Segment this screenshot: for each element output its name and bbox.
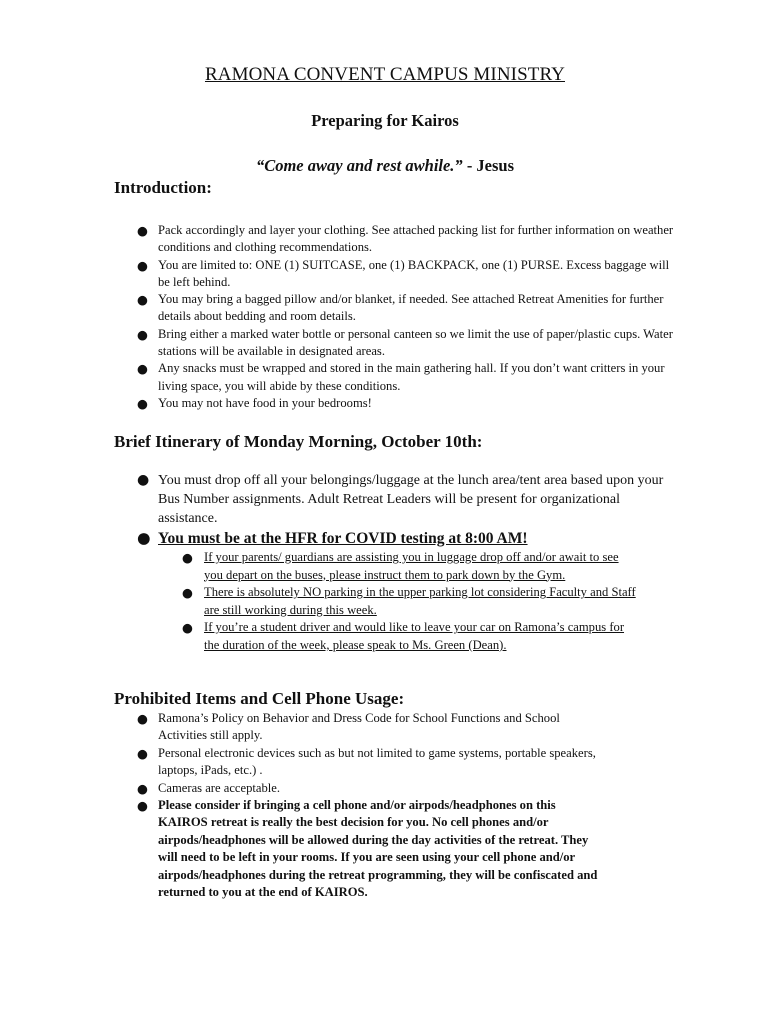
prohibited-heading: Prohibited Items and Cell Phone Usage: — [114, 689, 405, 708]
introduction-heading: Introduction: — [114, 178, 212, 197]
prohibited-list — [114, 710, 604, 901]
quote-attribution: - Jesus — [462, 156, 515, 175]
sub-list-item: ● If your parents/ guardians are assisting you in luggage drop off and/or await to see you depart on the buses, please instruct them to park down by the Gym. — [158, 549, 638, 584]
itinerary-heading: Brief Itinerary of Monday Morning, October 10th: — [114, 432, 483, 451]
list-item: ● Any snacks must be wrapped and stored in the main gathering hall. If you don’t want critters in your living space, you will abide by these conditions. — [114, 360, 674, 395]
list-item: ● Ramona’s Policy on Behavior and Dress Code for School Functions and School Activities still apply. — [114, 710, 604, 745]
quote-text: “Come away and rest awhile.” — [255, 156, 463, 175]
itinerary-sublist — [158, 549, 638, 655]
sub-list-item: ● There is absolutely NO parking in the upper parking lot considering Faculty and Staff are still working during this week. — [158, 584, 638, 619]
list-item: ● You must drop off all your belongings/luggage at the lunch area/tent area based upon your Bus Number assignments. Adult Retreat Leaders will be present for organizational assistance. — [114, 471, 674, 528]
cell-phone-policy-item: ● Please consider if bringing a cell phone and/or airpods/headphones on this KAIROS retreat is really the best decision for you. No cell phones and/or airpods/headphones will be allowed during the day activities of the retreat. They will need to be left in your rooms. If you are seen using your cell phone and/or airpods/headphones during the retreat programming, they will be confiscated and returned to you at the end of KAIROS. — [114, 797, 604, 901]
covid-testing-text: You must be at the HFR for COVID testing at 8:00 AM! — [158, 530, 528, 547]
list-item: ● Cameras are acceptable. — [114, 780, 604, 797]
sub-list-item: ● If you’re a student driver and would like to leave your car on Ramona’s campus for the duration of the week, please speak to Ms. Green (Dean). — [158, 619, 638, 654]
quote-line — [0, 156, 770, 176]
covid-testing-notice — [114, 529, 674, 655]
introduction-list — [114, 222, 674, 412]
list-item: ● You are limited to: ONE (1) SUITCASE, one (1) BACKPACK, one (1) PURSE. Excess baggage will be left behind. — [114, 257, 674, 292]
document-subtitle: Preparing for Kairos — [311, 111, 459, 130]
list-item: ● Personal electronic devices such as but not limited to game systems, portable speakers, laptops, iPads, etc.) . — [114, 745, 604, 780]
list-item: ● You may not have food in your bedrooms! — [114, 395, 674, 412]
list-item: ● You may bring a bagged pillow and/or blanket, if needed. See attached Retreat Amenities for further details about bedding and room details. — [114, 291, 674, 326]
itinerary-list — [114, 471, 674, 655]
document-title: RAMONA CONVENT CAMPUS MINISTRY — [204, 64, 565, 85]
list-item: ● Bring either a marked water bottle or personal canteen so we limit the use of paper/plastic cups. Water stations will be available in designated areas. — [114, 326, 674, 361]
list-item: ● Pack accordingly and layer your clothing. See attached packing list for further information on weather conditions and clothing recommendations. — [114, 222, 674, 257]
